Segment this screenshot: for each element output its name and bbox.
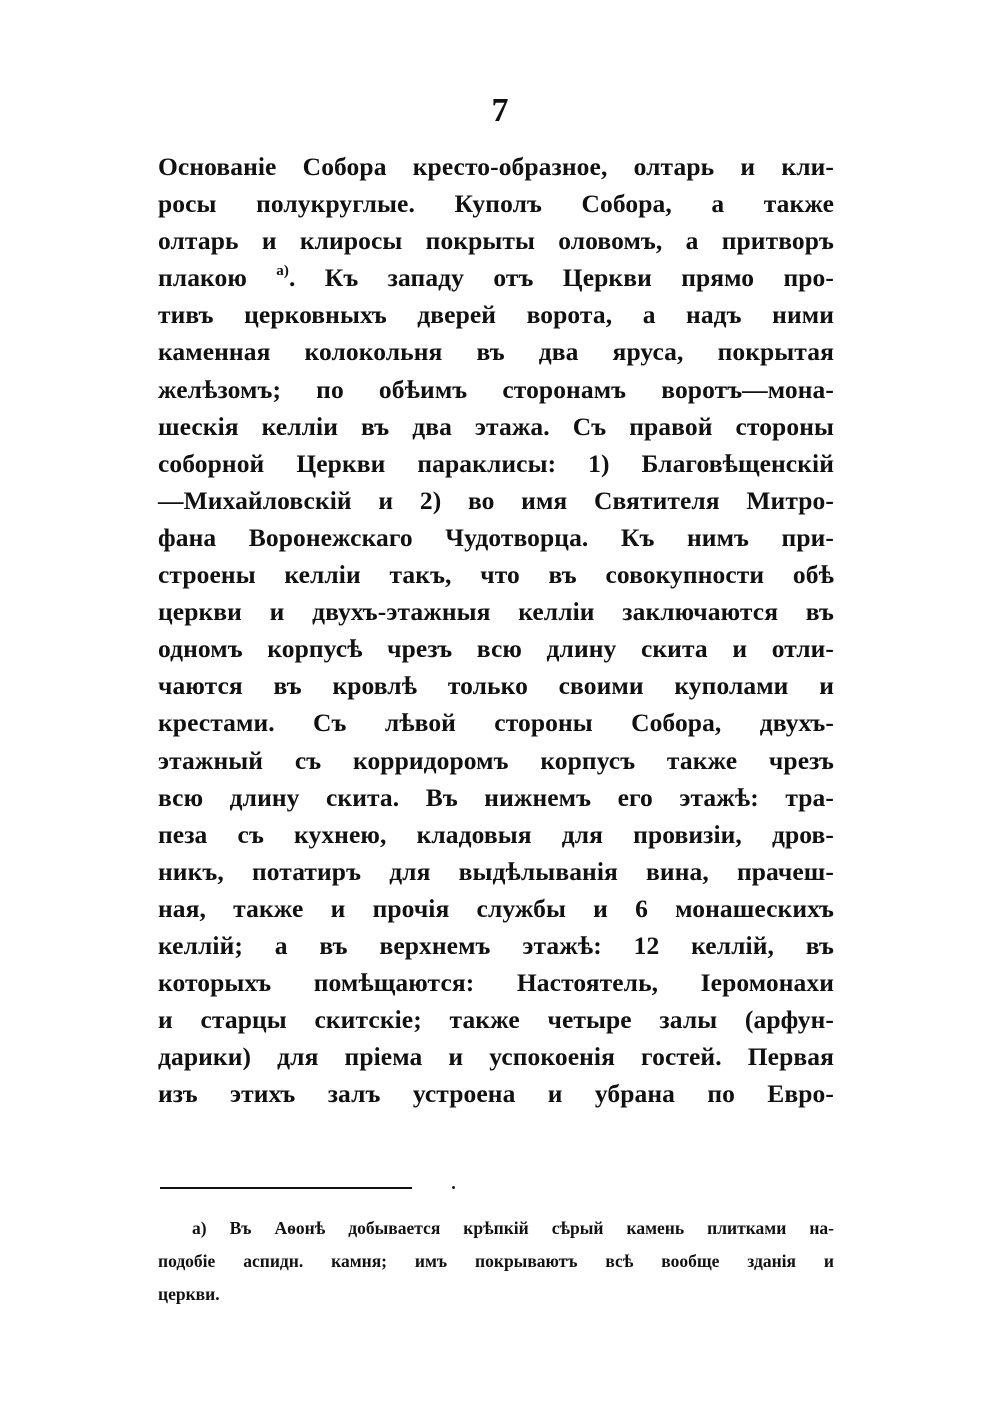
text-line: олтарь и клиросы покрыты оловомъ, а притворъ [158,226,834,256]
footnote-line: а) Въ Аѳонѣ добывается крѣпкій сѣрый камень плитками на- [192,1218,834,1238]
text-line: дарики) для пріема и успокоенія гостей. Первая [158,1042,834,1072]
text-line: этажный съ корридоромъ корпусъ также чрезъ [158,745,834,775]
text-line: никъ, потатиръ для выдѣлыванія вина, прачеш- [158,856,834,886]
footnote-line: церкви. [158,1284,220,1304]
text-line: которыхъ помѣщаются: Настоятель, Іеромонахи [158,968,834,998]
print-speck [452,1186,455,1189]
text-line: ная, также и прочія службы и 6 монашескихъ [158,893,834,923]
page-number: 7 [491,92,509,129]
text-line: каменная колокольня въ два яруса, покрытая [158,337,834,367]
text-line: и старцы скитскіе; также четыре залы (арфун- [158,1005,834,1035]
text-line: одномъ корпусѣ чрезъ всю длину скита и отли- [158,634,834,664]
text-line: шескія келліи въ два этажа. Съ правой стороны [158,411,834,441]
text-line: изъ этихъ залъ устроена и убрана по Евро- [158,1079,834,1109]
body-text [158,148,834,1112]
text-line: Основаніе Собора кресто-образное, олтарь и кли- [158,152,834,181]
text-line: чаются въ кровлѣ только своими куполами и [158,671,834,701]
text-line: келлій; а въ верхнемъ этажѣ: 12 келлій, въ [158,930,834,960]
text-line: церкви и двухъ-этажныя келліи заключаются въ [158,597,834,627]
text-fragment: . Къ западу отъ Церкви прямо про- [288,263,834,293]
text-line: строены келліи такъ, что въ совокупности обѣ [158,560,834,590]
footnote [158,1212,834,1311]
text-line: крестами. Съ лѣвой стороны Собора, двухъ- [158,708,834,738]
text-line: всю длину скита. Въ нижнемъ его этажѣ: тра- [158,782,834,812]
text-line-with-footnote-ref [158,259,834,296]
text-line: соборной Церкви параклисы: 1) Благовѣщенскій [158,448,834,478]
text-line: желѣзомъ; по обѣимъ сторонамъ воротъ—мона- [158,374,834,404]
footnote-line: подобіе аспидн. камня; имъ покрываютъ всѣ вообще зданія и [158,1251,834,1271]
footnote-separator [160,1187,412,1189]
text-line: тивъ церковныхъ дверей ворота, а надъ ними [158,300,834,330]
footnote-reference: а) [276,263,289,280]
text-line: росы полукруглые. Куполъ Собора, а также [158,189,834,219]
text-fragment: плакою [158,263,247,293]
text-line: фана Воронежскаго Чудотворца. Къ нимъ при- [158,522,834,552]
text-line: —Михайловскій и 2) во имя Святителя Митро- [158,485,834,515]
text-line: пеза съ кухнею, кладовыя для провизіи, дров- [158,819,834,849]
